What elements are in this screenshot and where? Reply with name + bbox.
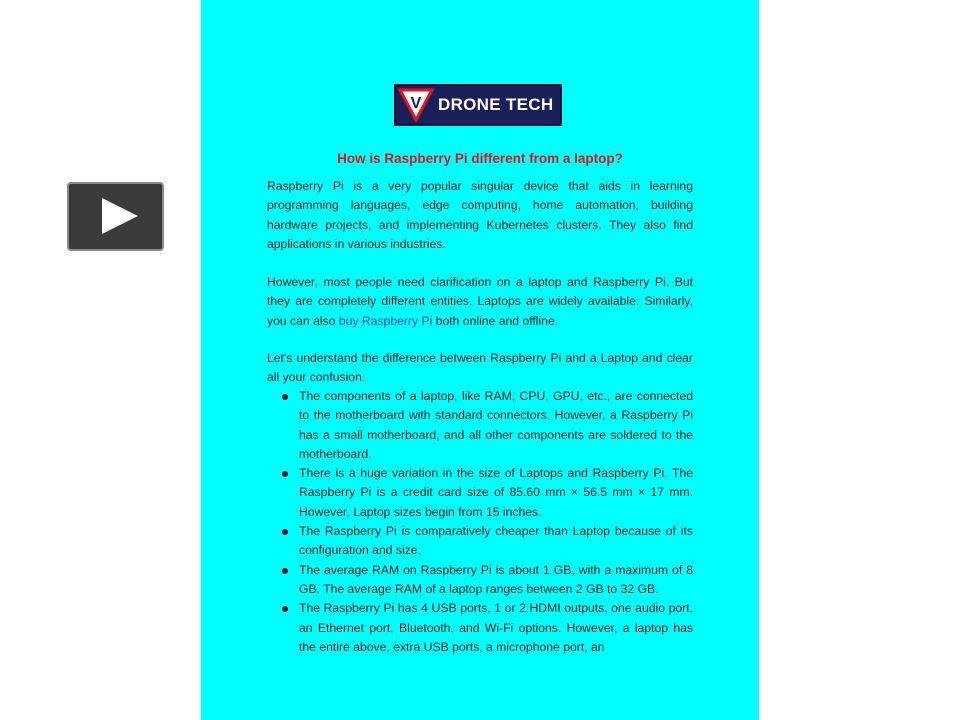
- bullet-icon: [282, 529, 288, 535]
- list-item-text: The Raspberry Pi has 4 USB ports, 1 or 2 HDMI outputs, one audio port, an Ethernet port, Bluetooth, and Wi-Fi options. However, a laptop has the entire above, extra USB ports, a microphone port, an: [299, 601, 693, 654]
- play-icon: [102, 198, 138, 234]
- logo-text: DRONE TECH: [438, 95, 554, 114]
- list-item: [267, 599, 693, 657]
- list-item-text: The components of a laptop, like RAM, CPU, GPU, etc., are connected to the motherboard with standard connectors. However, a Raspberry Pi has a small motherboard, and all other components are soldered to the motherboard.: [299, 389, 693, 461]
- bullet-icon: [282, 394, 288, 400]
- list-item-text: The Raspberry Pi is comparatively cheaper than Laptop because of its configuration and size.: [299, 524, 693, 558]
- bullet-icon: [282, 471, 288, 477]
- v-triangle-logo-icon: [398, 88, 434, 122]
- paragraph-text: However, most people need clarification on a laptop and Raspberry Pi. But they are completely different entities. Laptops are widely available. Similarly, you can also: [267, 275, 693, 328]
- list-item-text: The average RAM on Raspberry Pi is about 1 GB, with a maximum of 8 GB. The average RAM of a laptop ranges between 2 GB to 32 GB.: [299, 562, 693, 596]
- list-item: [267, 561, 693, 600]
- list-item: [267, 464, 693, 522]
- paragraph-clarification: [267, 273, 693, 331]
- paragraph-text: both online and offline.: [432, 313, 559, 328]
- paragraph-lead-in: Let's understand the difference between Raspberry Pi and a Laptop and clear all your confusion.: [267, 351, 693, 385]
- list-item-text: There is a huge variation in the size of Laptops and Raspberry Pi. The Raspberry Pi is a credit card size of 85.60 mm × 56.5 mm × 17 mm. However, Laptop sizes begin from 15 inches.: [299, 466, 693, 519]
- differences-list: [267, 387, 693, 657]
- list-item: [267, 522, 693, 561]
- play-button[interactable]: [67, 182, 164, 251]
- buy-raspberry-pi-link[interactable]: buy Raspberry Pi: [338, 313, 433, 328]
- list-item: [267, 387, 693, 464]
- drone-tech-logo: [394, 84, 562, 126]
- logo-letter: V: [410, 95, 422, 112]
- paragraph-intro: Raspberry Pi is a very popular singular device that aids in learning programming languages, edge computing, home automation, building hardware projects, and implementing Kubernetes clusters. They also find applications in various industries.: [267, 179, 693, 251]
- bullet-icon: [282, 606, 288, 612]
- bullet-icon: [282, 568, 288, 574]
- document-title: How is Raspberry Pi different from a laptop?: [337, 151, 623, 166]
